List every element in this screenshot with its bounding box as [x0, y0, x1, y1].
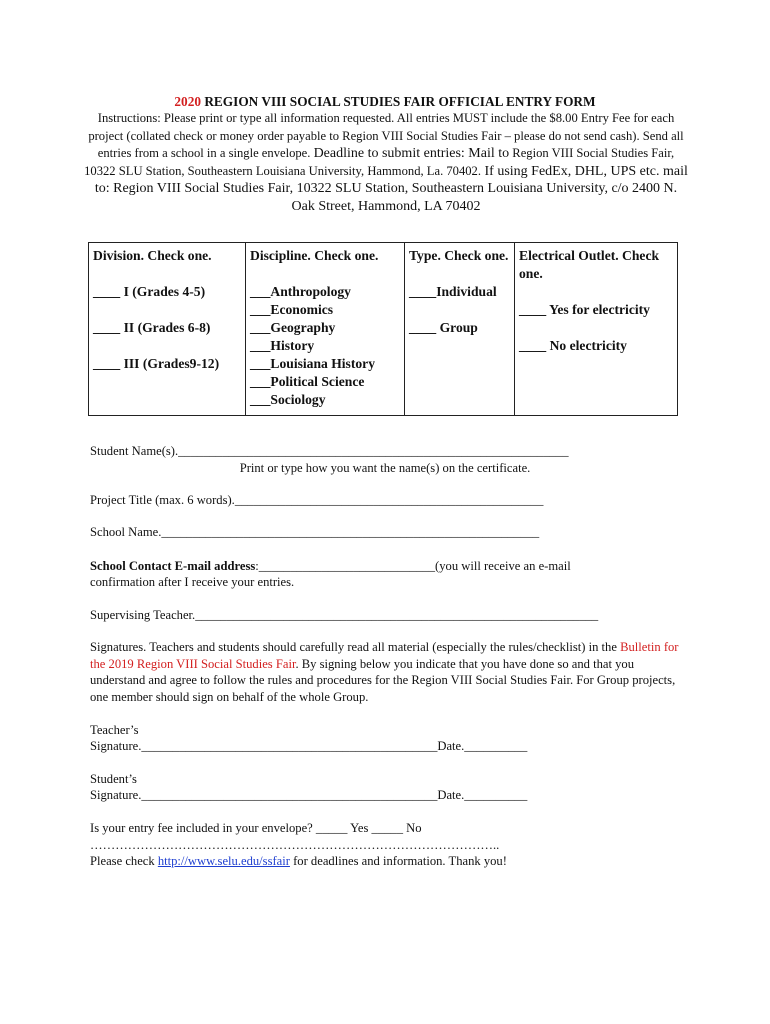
signatures-text-after: . By signing below you indicate that you have done so and that you understand and agree to follow the rules and procedures for the Region VIII Social Studies Fair. For Group projects, one member should sign on behalf of the whole Group.: [90, 656, 676, 704]
outlet-column: [515, 243, 678, 416]
discipline-column: [246, 243, 405, 416]
form-title-text: REGION VIII SOCIAL STUDIES FAIR OFFICIAL ENTRY FORM: [201, 94, 596, 109]
email-line: :____________________________(you will receive an e-mail: [255, 559, 571, 573]
type-option-individual[interactable]: ____Individual: [409, 284, 497, 299]
division-option-i[interactable]: ____ I (Grades 4-5): [93, 284, 206, 299]
bulletin-link[interactable]: Bulletin for the 2019 Region VIII Social Studies Fair: [90, 640, 679, 671]
outlet-option-no[interactable]: ____ No electricity: [519, 338, 627, 353]
email-label: School Contact E-mail address: [90, 559, 256, 573]
instructions-deadline: Deadline to submit entries: Mail to: [313, 146, 510, 162]
teacher-label: Teacher’s: [90, 723, 139, 737]
instructions: [84, 110, 688, 216]
discipline-option-sociology[interactable]: ___Sociology: [250, 392, 326, 407]
school-name-field[interactable]: School Name.____________________________________________________________: [90, 525, 540, 539]
student-signature-field[interactable]: Signature._______________________________________________Date.__________: [90, 788, 528, 802]
discipline-option-louisiana-history[interactable]: ___Louisiana History: [250, 356, 376, 371]
website-link[interactable]: http://www.selu.edu/ssfair: [157, 854, 290, 868]
footer-line: [90, 853, 507, 870]
student-names-hint: Print or type how you want the name(s) on the certificate.: [239, 461, 531, 475]
project-title-field[interactable]: Project Title (max. 6 words)._________________________________________________: [90, 493, 544, 507]
division-header: Division. Check one.: [93, 248, 212, 263]
type-header: Type. Check one.: [409, 248, 509, 263]
signatures-text-before: Signatures. Teachers and students should carefully read all material (especially the rules/checklist) in the: [90, 640, 621, 654]
email-note: confirmation after I receive your entries.: [90, 575, 295, 589]
outlet-option-yes[interactable]: ____ Yes for electricity: [519, 302, 650, 317]
discipline-option-history[interactable]: ___History: [250, 338, 315, 353]
discipline-header: Discipline. Check one.: [250, 248, 379, 263]
email-field[interactable]: [90, 558, 571, 575]
footer-text-after: for deadlines and information. Thank you!: [289, 854, 507, 868]
dotted-separator: ……………………………………………………………………………………..: [90, 838, 500, 852]
type-column: [405, 243, 515, 416]
division-option-ii[interactable]: ____ II (Grades 6-8): [93, 320, 211, 335]
discipline-option-anthropology[interactable]: ___Anthropology: [250, 284, 351, 299]
footer-text-before: Please check: [90, 854, 158, 868]
entry-options-table: [88, 242, 678, 416]
teacher-signature-field[interactable]: Signature._______________________________________________Date.__________: [90, 739, 528, 753]
fee-question[interactable]: Is your entry fee included in your envelope? _____ Yes _____ No: [90, 821, 422, 835]
instructions-main: Instructions: Please print or type all information requested. All entries MUST include the $8.00 Entry Fee for each project (collated check or money order payable to Region VIII Social Studies Fair – please do not send cash). Send all entries from a school in a single envelope.: [88, 111, 684, 161]
instructions-courier: If using FedEx, DHL, UPS etc. mail to: Region VIII Social Studies Fair, 10322 SLU Station, Southeastern Louisiana University, c/o 2400 N. Oak Street, Hammond, LA 70402: [94, 163, 688, 214]
outlet-header: Electrical Outlet. Check one.: [519, 248, 660, 281]
instructions-address: Region VIII Social Studies Fair, 10322 SLU Station, Southeastern Louisiana University, Hammond, La. 70402.: [84, 146, 675, 178]
form-title: [0, 94, 770, 110]
division-option-iii[interactable]: ____ III (Grades9-12): [93, 356, 220, 371]
supervising-teacher-field[interactable]: Supervising Teacher.________________________________________________________________: [90, 608, 599, 622]
type-option-group[interactable]: ____ Group: [409, 320, 478, 335]
form-title-year: 2020: [174, 94, 201, 109]
student-label: Student’s: [90, 772, 137, 786]
discipline-option-political-science[interactable]: ___Political Science: [250, 374, 365, 389]
discipline-option-geography[interactable]: ___Geography: [250, 320, 336, 335]
signatures-paragraph: [90, 639, 680, 705]
student-names-field[interactable]: Student Name(s).______________________________________________________________: [90, 444, 569, 458]
discipline-option-economics[interactable]: ___Economics: [250, 302, 334, 317]
division-column: [89, 243, 246, 416]
